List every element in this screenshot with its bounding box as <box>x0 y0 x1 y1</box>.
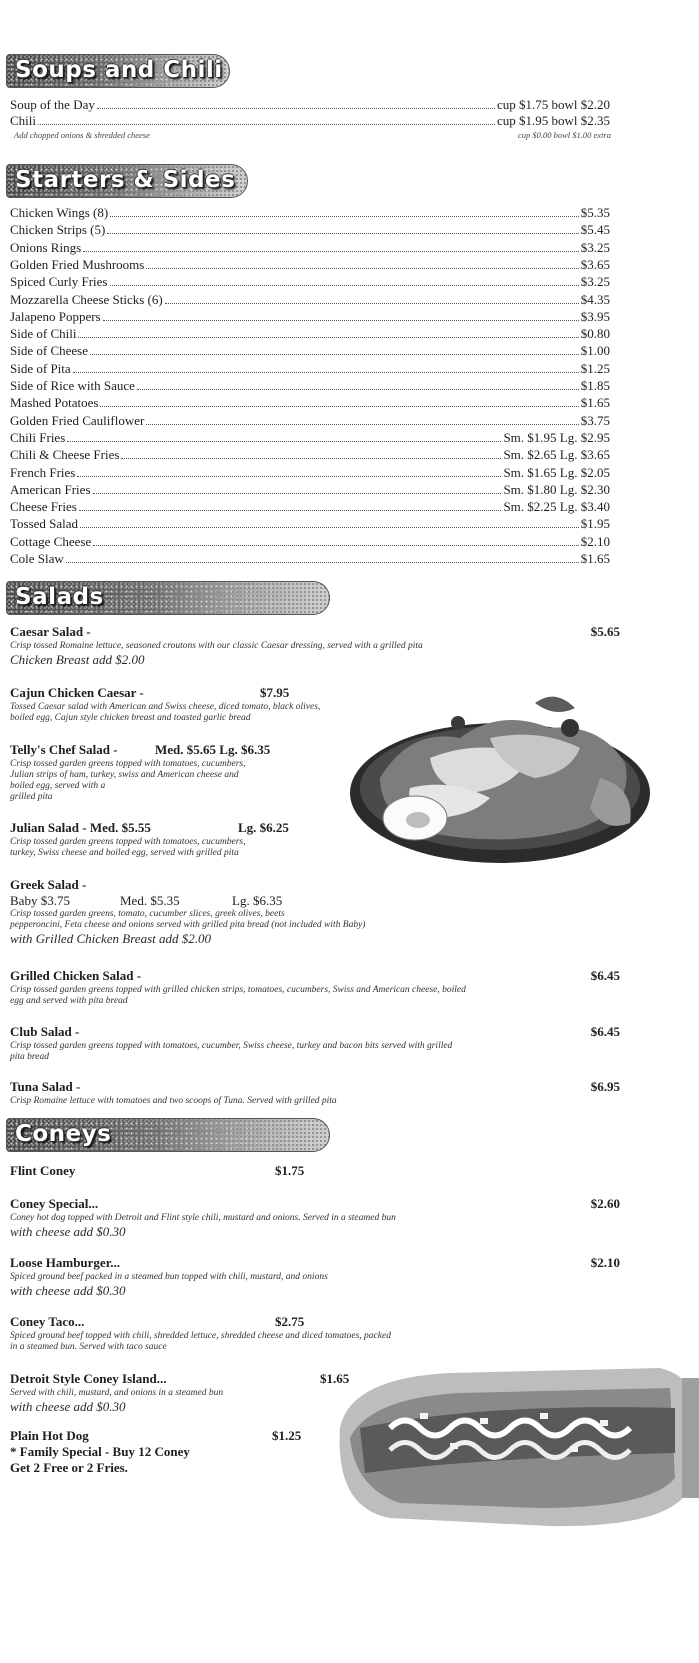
item-name: Coney Special... <box>10 1196 99 1211</box>
item-extra: with cheese add $0.30 <box>10 1283 126 1298</box>
dot-leader <box>100 405 578 407</box>
item-name: Side of Rice with Sauce <box>10 378 135 393</box>
item-name: Greek Salad - <box>10 877 87 892</box>
item-price: $2.75 <box>275 1314 305 1329</box>
item-description: boiled egg, Cajun style chicken breast and toasted garlic bread <box>10 713 251 723</box>
item-name: Tossed Salad <box>10 516 79 532</box>
item-name: Mozzarella Cheese Sticks (6) <box>10 291 163 307</box>
item-extra: Chicken Breast add $2.00 <box>10 652 145 667</box>
item-description: turkey, Swiss cheese and boiled egg, served with grilled pita <box>10 848 239 858</box>
menu-item-cajun <box>10 685 350 724</box>
menu-item-club <box>10 1024 620 1063</box>
item-price: Sm. $2.65 Lg. $3.65 <box>503 447 610 463</box>
menu-item-tuna <box>10 1079 620 1107</box>
item-price: $2.10 <box>590 1255 620 1270</box>
item-description: Spiced ground beef topped with chili, shredded lettuce, shredded cheese and diced tomatoes, packed <box>10 1331 391 1341</box>
section-title: Starters & Sides <box>15 167 236 193</box>
item-description: in a steamed bun. Served with taco sauce <box>10 1342 167 1352</box>
dot-leader <box>137 388 579 390</box>
dot-leader <box>78 336 578 338</box>
item-price: cup $1.95 bowl $2.35 <box>496 113 610 128</box>
item-name: Detroit Style Coney Island... <box>10 1371 167 1386</box>
item-name: Jalapeno Poppers <box>10 308 101 324</box>
price-row <box>10 893 610 908</box>
item-name: Chicken Wings (8) <box>10 205 109 220</box>
menu-row <box>10 361 610 378</box>
item-price: $6.45 <box>590 968 620 983</box>
menu-row <box>10 482 610 499</box>
family-special: * Family Special - Buy 12 Coney <box>10 1444 190 1459</box>
item-price: $3.25 <box>580 274 610 290</box>
dot-leader <box>107 232 578 234</box>
menu-row <box>10 257 610 274</box>
menu-row <box>10 413 610 430</box>
dot-leader <box>93 492 502 494</box>
item-price: $3.65 <box>580 256 610 272</box>
menu-item-caesar <box>10 624 620 668</box>
menu-row <box>10 274 610 291</box>
item-name: Julian Salad - Med. $5.55 <box>10 820 151 835</box>
menu-row <box>10 378 610 395</box>
dot-leader <box>103 319 579 321</box>
item-description: pita bread <box>10 1052 49 1062</box>
item-name: Chili & Cheese Fries <box>10 447 120 463</box>
item-extra: with Grilled Chicken Breast add $2.00 <box>10 931 211 946</box>
section-banner-soups <box>6 54 230 88</box>
menu-row <box>10 465 610 482</box>
item-name: Cajun Chicken Caesar - <box>10 685 144 700</box>
menu-row <box>10 534 610 551</box>
dot-leader <box>97 107 495 109</box>
item-name: Spiced Curly Fries <box>10 274 108 290</box>
dot-leader <box>77 475 501 477</box>
item-description: Crisp Romaine lettuce with tomatoes and two scoops of Tuna. Served with grilled pita <box>10 1096 337 1106</box>
item-price: $1.75 <box>275 1163 305 1178</box>
item-price: $3.75 <box>580 412 610 428</box>
item-name: Loose Hamburger... <box>10 1255 121 1270</box>
item-name: Golden Fried Mushrooms <box>10 256 145 272</box>
item-description: egg and served with pita bread <box>10 996 128 1006</box>
item-extra: with cheese add $0.30 <box>10 1224 126 1239</box>
dot-leader <box>38 123 495 125</box>
item-name: Chili Fries <box>10 429 66 445</box>
menu-row <box>10 499 610 516</box>
item-name: Coney Taco... <box>10 1314 85 1329</box>
dot-leader <box>73 371 579 373</box>
dot-leader <box>80 526 579 528</box>
dot-leader <box>146 423 578 425</box>
menu-item-chef <box>10 742 340 803</box>
menu-row <box>10 395 610 412</box>
dot-leader <box>79 509 502 511</box>
menu-item-coney-taco <box>10 1314 630 1353</box>
menu-item-loose-hamburger <box>10 1255 620 1299</box>
item-price: $2.10 <box>580 533 610 549</box>
menu-item-coney-special <box>10 1196 620 1240</box>
menu-row <box>10 292 610 309</box>
item-name: Side of Chili <box>10 326 77 342</box>
dot-leader <box>146 267 578 269</box>
item-price: Med. $5.65 Lg. $6.35 <box>155 742 271 757</box>
dot-leader <box>67 440 501 442</box>
dot-leader <box>90 353 579 355</box>
item-price: $3.25 <box>580 239 610 255</box>
dot-leader <box>93 544 579 546</box>
section-title: Soups and Chili <box>15 57 223 83</box>
item-price: $1.65 <box>580 395 610 411</box>
item-name: Plain Hot Dog <box>10 1428 89 1443</box>
item-name: Cottage Cheese <box>10 533 92 549</box>
menu-row <box>10 551 610 568</box>
menu-row <box>10 240 610 257</box>
menu-item-grilled-chicken <box>10 968 620 1007</box>
item-name: Chicken Strips (5) <box>10 222 106 238</box>
item-name: Chili <box>10 113 37 128</box>
item-note-price: cup $0.00 bowl $1.00 extra <box>517 130 611 140</box>
item-name: Cheese Fries <box>10 499 77 515</box>
item-description: Crisp tossed garden greens, tomato, cucumber slices, greek olives, beets <box>10 909 285 919</box>
menu-row <box>10 97 610 114</box>
item-price: Sm. $1.80 Lg. $2.30 <box>503 481 610 497</box>
item-price: $1.95 <box>580 516 610 532</box>
item-name: Side of Cheese <box>10 343 88 359</box>
item-price: $1.25 <box>272 1428 302 1443</box>
menu-row <box>10 309 610 326</box>
menu-row <box>10 516 610 533</box>
item-price: $0.80 <box>580 326 610 342</box>
family-special-offer: Get 2 Free or 2 Fries. <box>10 1460 128 1475</box>
item-description: Tossed Caesar salad with American and Swiss cheese, diced tomato, black olives, <box>10 702 321 712</box>
item-name: Telly's Chef Salad - <box>10 742 118 757</box>
item-price: $6.95 <box>590 1079 620 1094</box>
item-price: Lg. $6.25 <box>238 820 289 835</box>
item-price: Sm. $1.95 Lg. $2.95 <box>503 429 610 445</box>
menu-row <box>10 222 610 239</box>
item-price: Sm. $2.25 Lg. $3.40 <box>503 499 610 515</box>
item-price: $4.35 <box>580 291 610 307</box>
item-description: Coney hot dog topped with Detroit and Flint style chili, mustard and onions. Served in a steamed bun <box>10 1213 396 1223</box>
menu-row <box>10 447 610 464</box>
item-price: $7.95 <box>260 685 290 700</box>
item-price: $5.35 <box>580 205 610 220</box>
item-name: Onions Rings <box>10 239 82 255</box>
section-title: Coneys <box>15 1121 112 1147</box>
item-name: American Fries <box>10 481 91 497</box>
item-price: $3.95 <box>580 308 610 324</box>
price-med: Med. $5.35 <box>120 893 180 908</box>
item-name: Soup of the Day <box>10 97 95 112</box>
section-banner-starters <box>6 164 248 198</box>
item-price: $1.85 <box>580 378 610 393</box>
item-name: Caesar Salad - <box>10 624 91 639</box>
dot-leader <box>165 302 579 304</box>
dot-leader <box>121 457 501 459</box>
item-name: Club Salad - <box>10 1024 80 1039</box>
item-price: $6.45 <box>590 1024 620 1039</box>
item-description: Crisp tossed Romaine lettuce, seasoned croutons with our classic Caesar dressing, served with a grilled pita <box>10 641 423 651</box>
menu-item-greek <box>10 877 610 947</box>
menu-row <box>10 343 610 360</box>
item-price: Sm. $1.65 Lg. $2.05 <box>503 464 610 480</box>
dot-leader <box>110 215 579 217</box>
item-description: Crisp tossed garden greens topped with tomatoes, cucumbers, <box>10 837 246 847</box>
price-baby: Baby $3.75 <box>10 893 70 908</box>
item-description: Spiced ground beef packed in a steamed bun topped with chili, mustard, and onions <box>10 1272 328 1282</box>
item-description: Crisp tossed garden greens topped with tomatoes, cucumbers, <box>10 759 246 769</box>
item-price: $2.60 <box>590 1196 620 1211</box>
item-price: $1.25 <box>580 360 610 376</box>
item-name: Flint Coney <box>10 1163 76 1178</box>
item-name: Golden Fried Cauliflower <box>10 412 145 428</box>
item-name: French Fries <box>10 464 76 480</box>
hot-dog-photo <box>330 1358 699 1533</box>
menu-item-detroit-coney <box>10 1371 350 1415</box>
item-description: grilled pita <box>10 792 53 802</box>
dot-leader <box>66 561 579 563</box>
menu-row <box>10 430 610 447</box>
item-description: Crisp tossed garden greens topped with grilled chicken strips, tomatoes, cucumbers, Swiss and American cheese, boiled <box>10 985 466 995</box>
menu-row <box>10 205 610 222</box>
item-name: Side of Pita <box>10 360 71 376</box>
menu-row <box>10 113 610 130</box>
menu-row <box>10 326 610 343</box>
salad-photo <box>340 668 650 878</box>
item-price: cup $1.75 bowl $2.20 <box>496 97 610 112</box>
item-name: Tuna Salad - <box>10 1079 81 1094</box>
item-description: Julian strips of ham, turkey, swiss and American cheese and <box>10 770 239 780</box>
item-note: Add chopped onions & shredded cheese <box>14 130 150 140</box>
item-description: Crisp tossed garden greens topped with tomatoes, cucumber, Swiss cheese, turkey and bacon bits served with grilled <box>10 1041 453 1051</box>
item-description: boiled egg, served with a <box>10 781 106 791</box>
item-name: Cole Slaw <box>10 551 64 566</box>
dot-leader <box>110 284 579 286</box>
item-price: $1.65 <box>320 1371 350 1386</box>
item-description: Served with chili, mustard, and onions in a steamed bun <box>10 1388 224 1398</box>
item-name: Grilled Chicken Salad - <box>10 968 142 983</box>
menu-item-plain-hot-dog <box>10 1428 330 1476</box>
menu-item-flint-coney <box>10 1163 350 1179</box>
section-banner-coneys <box>6 1118 330 1152</box>
item-price: $1.65 <box>580 551 610 566</box>
item-extra: with cheese add $0.30 <box>10 1399 126 1414</box>
section-banner-salads <box>6 581 330 615</box>
price-lg: Lg. $6.35 <box>232 893 283 908</box>
item-name: Mashed Potatoes <box>10 395 99 411</box>
item-description: pepperoncini, Feta cheese and onions served with grilled pita bread (not included with Baby) <box>10 920 366 930</box>
dot-leader <box>83 250 579 252</box>
section-title: Salads <box>15 584 104 610</box>
item-price: $5.45 <box>580 222 610 238</box>
item-price: $5.65 <box>590 624 620 639</box>
item-price: $1.00 <box>580 343 610 359</box>
menu-item-julian <box>10 820 350 859</box>
